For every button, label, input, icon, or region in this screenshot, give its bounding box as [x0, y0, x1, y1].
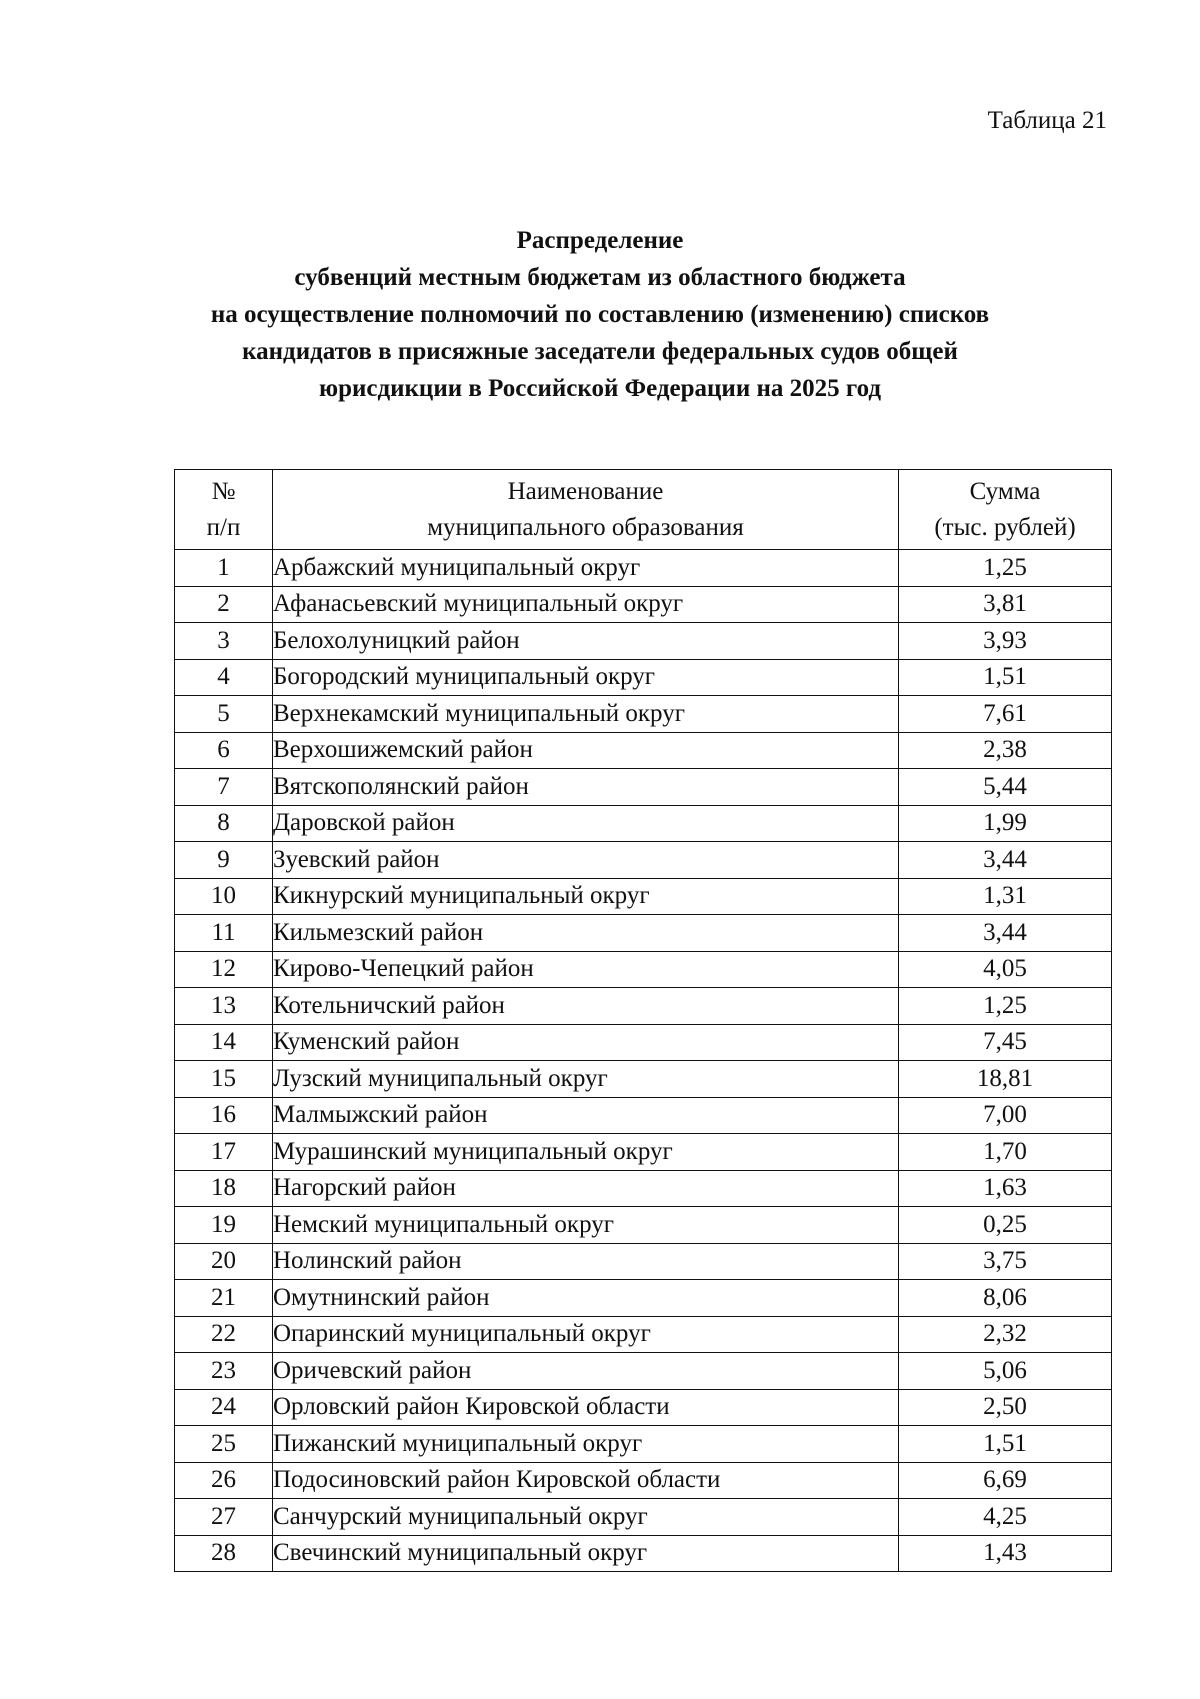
header-name-line: Наименование	[507, 477, 664, 505]
row-number: 19	[175, 1207, 273, 1244]
row-number: 1	[175, 550, 273, 587]
header-sum-line: Сумма	[969, 477, 1041, 505]
row-sum: 7,00	[899, 1097, 1112, 1134]
row-sum: 1,51	[899, 1426, 1112, 1463]
row-municipality-name: Афанасьевский муниципальный округ	[273, 586, 899, 623]
row-number: 26	[175, 1462, 273, 1499]
row-number: 20	[175, 1243, 273, 1280]
row-municipality-name: Пижанский муниципальный округ	[273, 1426, 899, 1463]
row-number: 12	[175, 951, 273, 988]
row-number: 13	[175, 988, 273, 1025]
table-row	[175, 1207, 1112, 1244]
row-sum: 5,06	[899, 1353, 1112, 1390]
row-municipality-name: Малмыжский район	[273, 1097, 899, 1134]
row-sum: 5,44	[899, 769, 1112, 806]
row-number: 6	[175, 732, 273, 769]
row-municipality-name: Санчурский муниципальный округ	[273, 1499, 899, 1536]
row-sum: 3,93	[899, 623, 1112, 660]
row-sum: 7,45	[899, 1024, 1112, 1061]
title-line: субвенций местным бюджетам из областного бюджета	[294, 264, 906, 291]
table-row	[175, 1389, 1112, 1426]
table-row	[175, 623, 1112, 660]
row-municipality-name: Оричевский район	[273, 1353, 899, 1390]
table-row	[175, 586, 1112, 623]
row-sum: 2,32	[899, 1316, 1112, 1353]
row-sum: 1,51	[899, 659, 1112, 696]
row-number: 11	[175, 915, 273, 952]
row-number: 9	[175, 842, 273, 879]
row-municipality-name: Немский муниципальный округ	[273, 1207, 899, 1244]
table-row	[175, 1280, 1112, 1317]
title-line: Распределение	[516, 227, 684, 254]
row-number: 8	[175, 805, 273, 842]
table-row	[175, 1024, 1112, 1061]
table-body	[175, 550, 1112, 1572]
row-number: 22	[175, 1316, 273, 1353]
table-row	[175, 805, 1112, 842]
title-line: на осуществление полномочий по составлению (изменению) списков	[210, 301, 990, 328]
table-row	[175, 951, 1112, 988]
row-number: 27	[175, 1499, 273, 1536]
table-row	[175, 915, 1112, 952]
row-sum: 2,38	[899, 732, 1112, 769]
table-header-row	[175, 470, 1112, 550]
row-number: 4	[175, 659, 273, 696]
row-number: 28	[175, 1535, 273, 1572]
row-sum: 4,05	[899, 951, 1112, 988]
table-row	[175, 1353, 1112, 1390]
row-number: 14	[175, 1024, 273, 1061]
row-municipality-name: Верхнекамский муниципальный округ	[273, 696, 899, 733]
row-municipality-name: Подосиновский район Кировской области	[273, 1462, 899, 1499]
row-municipality-name: Белохолуницкий район	[273, 623, 899, 660]
table-row	[175, 1499, 1112, 1536]
row-sum: 3,75	[899, 1243, 1112, 1280]
row-number: 23	[175, 1353, 273, 1390]
row-municipality-name: Нолинский район	[273, 1243, 899, 1280]
row-municipality-name: Богородский муниципальный округ	[273, 659, 899, 696]
table-row	[175, 1535, 1112, 1572]
row-sum: 1,70	[899, 1134, 1112, 1171]
row-municipality-name: Арбажский муниципальный округ	[273, 550, 899, 587]
table-row	[175, 878, 1112, 915]
header-sum-line: (тыс. рублей)	[934, 513, 1076, 541]
header-name	[273, 470, 899, 550]
row-municipality-name: Куменский район	[273, 1024, 899, 1061]
title-line: кандидатов в присяжные заседатели федеральных судов общей	[242, 338, 958, 365]
table-row	[175, 550, 1112, 587]
row-sum: 3,44	[899, 842, 1112, 879]
row-sum: 18,81	[899, 1061, 1112, 1098]
table-row	[175, 1243, 1112, 1280]
row-number: 10	[175, 878, 273, 915]
table-row	[175, 842, 1112, 879]
table-row	[175, 1316, 1112, 1353]
row-number: 21	[175, 1280, 273, 1317]
row-sum: 4,25	[899, 1499, 1112, 1536]
row-municipality-name: Верхошижемский район	[273, 732, 899, 769]
row-sum: 3,81	[899, 586, 1112, 623]
header-number	[175, 470, 273, 550]
table-row	[175, 1462, 1112, 1499]
row-number: 17	[175, 1134, 273, 1171]
table-row	[175, 1134, 1112, 1171]
row-municipality-name: Опаринский муниципальный округ	[273, 1316, 899, 1353]
row-municipality-name: Кирово-Чепецкий район	[273, 951, 899, 988]
row-municipality-name: Вятскополянский район	[273, 769, 899, 806]
row-municipality-name: Свечинский муниципальный округ	[273, 1535, 899, 1572]
row-number: 5	[175, 696, 273, 733]
row-municipality-name: Кильмезский район	[273, 915, 899, 952]
table-label: Таблица 21	[987, 107, 1107, 134]
row-sum: 8,06	[899, 1280, 1112, 1317]
row-municipality-name: Омутнинский район	[273, 1280, 899, 1317]
row-municipality-name: Мурашинский муниципальный округ	[273, 1134, 899, 1171]
row-number: 15	[175, 1061, 273, 1098]
table-row	[175, 732, 1112, 769]
row-number: 3	[175, 623, 273, 660]
row-sum: 1,43	[899, 1535, 1112, 1572]
row-municipality-name: Котельничский район	[273, 988, 899, 1025]
title-line: юрисдикции в Российской Федерации на 2025 год	[318, 375, 882, 402]
header-number-line: №	[211, 477, 236, 505]
row-municipality-name: Орловский район Кировской области	[273, 1389, 899, 1426]
distribution-table	[174, 469, 1112, 1572]
row-sum: 6,69	[899, 1462, 1112, 1499]
header-name-line: муниципального образования	[427, 513, 744, 541]
row-sum: 1,25	[899, 550, 1112, 587]
table-row	[175, 988, 1112, 1025]
row-number: 24	[175, 1389, 273, 1426]
row-municipality-name: Даровской район	[273, 805, 899, 842]
row-sum: 0,25	[899, 1207, 1112, 1244]
document-title	[0, 222, 1200, 407]
header-number-line: п/п	[206, 513, 241, 541]
table-row	[175, 1426, 1112, 1463]
row-sum: 7,61	[899, 696, 1112, 733]
row-municipality-name: Зуевский район	[273, 842, 899, 879]
row-number: 16	[175, 1097, 273, 1134]
table-row	[175, 1170, 1112, 1207]
row-sum: 1,25	[899, 988, 1112, 1025]
row-sum: 1,99	[899, 805, 1112, 842]
row-sum: 1,63	[899, 1170, 1112, 1207]
row-municipality-name: Кикнурский муниципальный округ	[273, 878, 899, 915]
table-row	[175, 659, 1112, 696]
header-sum	[899, 470, 1112, 550]
table-row	[175, 1097, 1112, 1134]
row-sum: 1,31	[899, 878, 1112, 915]
row-number: 7	[175, 769, 273, 806]
row-number: 25	[175, 1426, 273, 1463]
row-municipality-name: Нагорский район	[273, 1170, 899, 1207]
row-number: 2	[175, 586, 273, 623]
row-municipality-name: Лузский муниципальный округ	[273, 1061, 899, 1098]
row-sum: 3,44	[899, 915, 1112, 952]
table-row	[175, 696, 1112, 733]
table-row	[175, 769, 1112, 806]
row-number: 18	[175, 1170, 273, 1207]
table-row	[175, 1061, 1112, 1098]
row-sum: 2,50	[899, 1389, 1112, 1426]
